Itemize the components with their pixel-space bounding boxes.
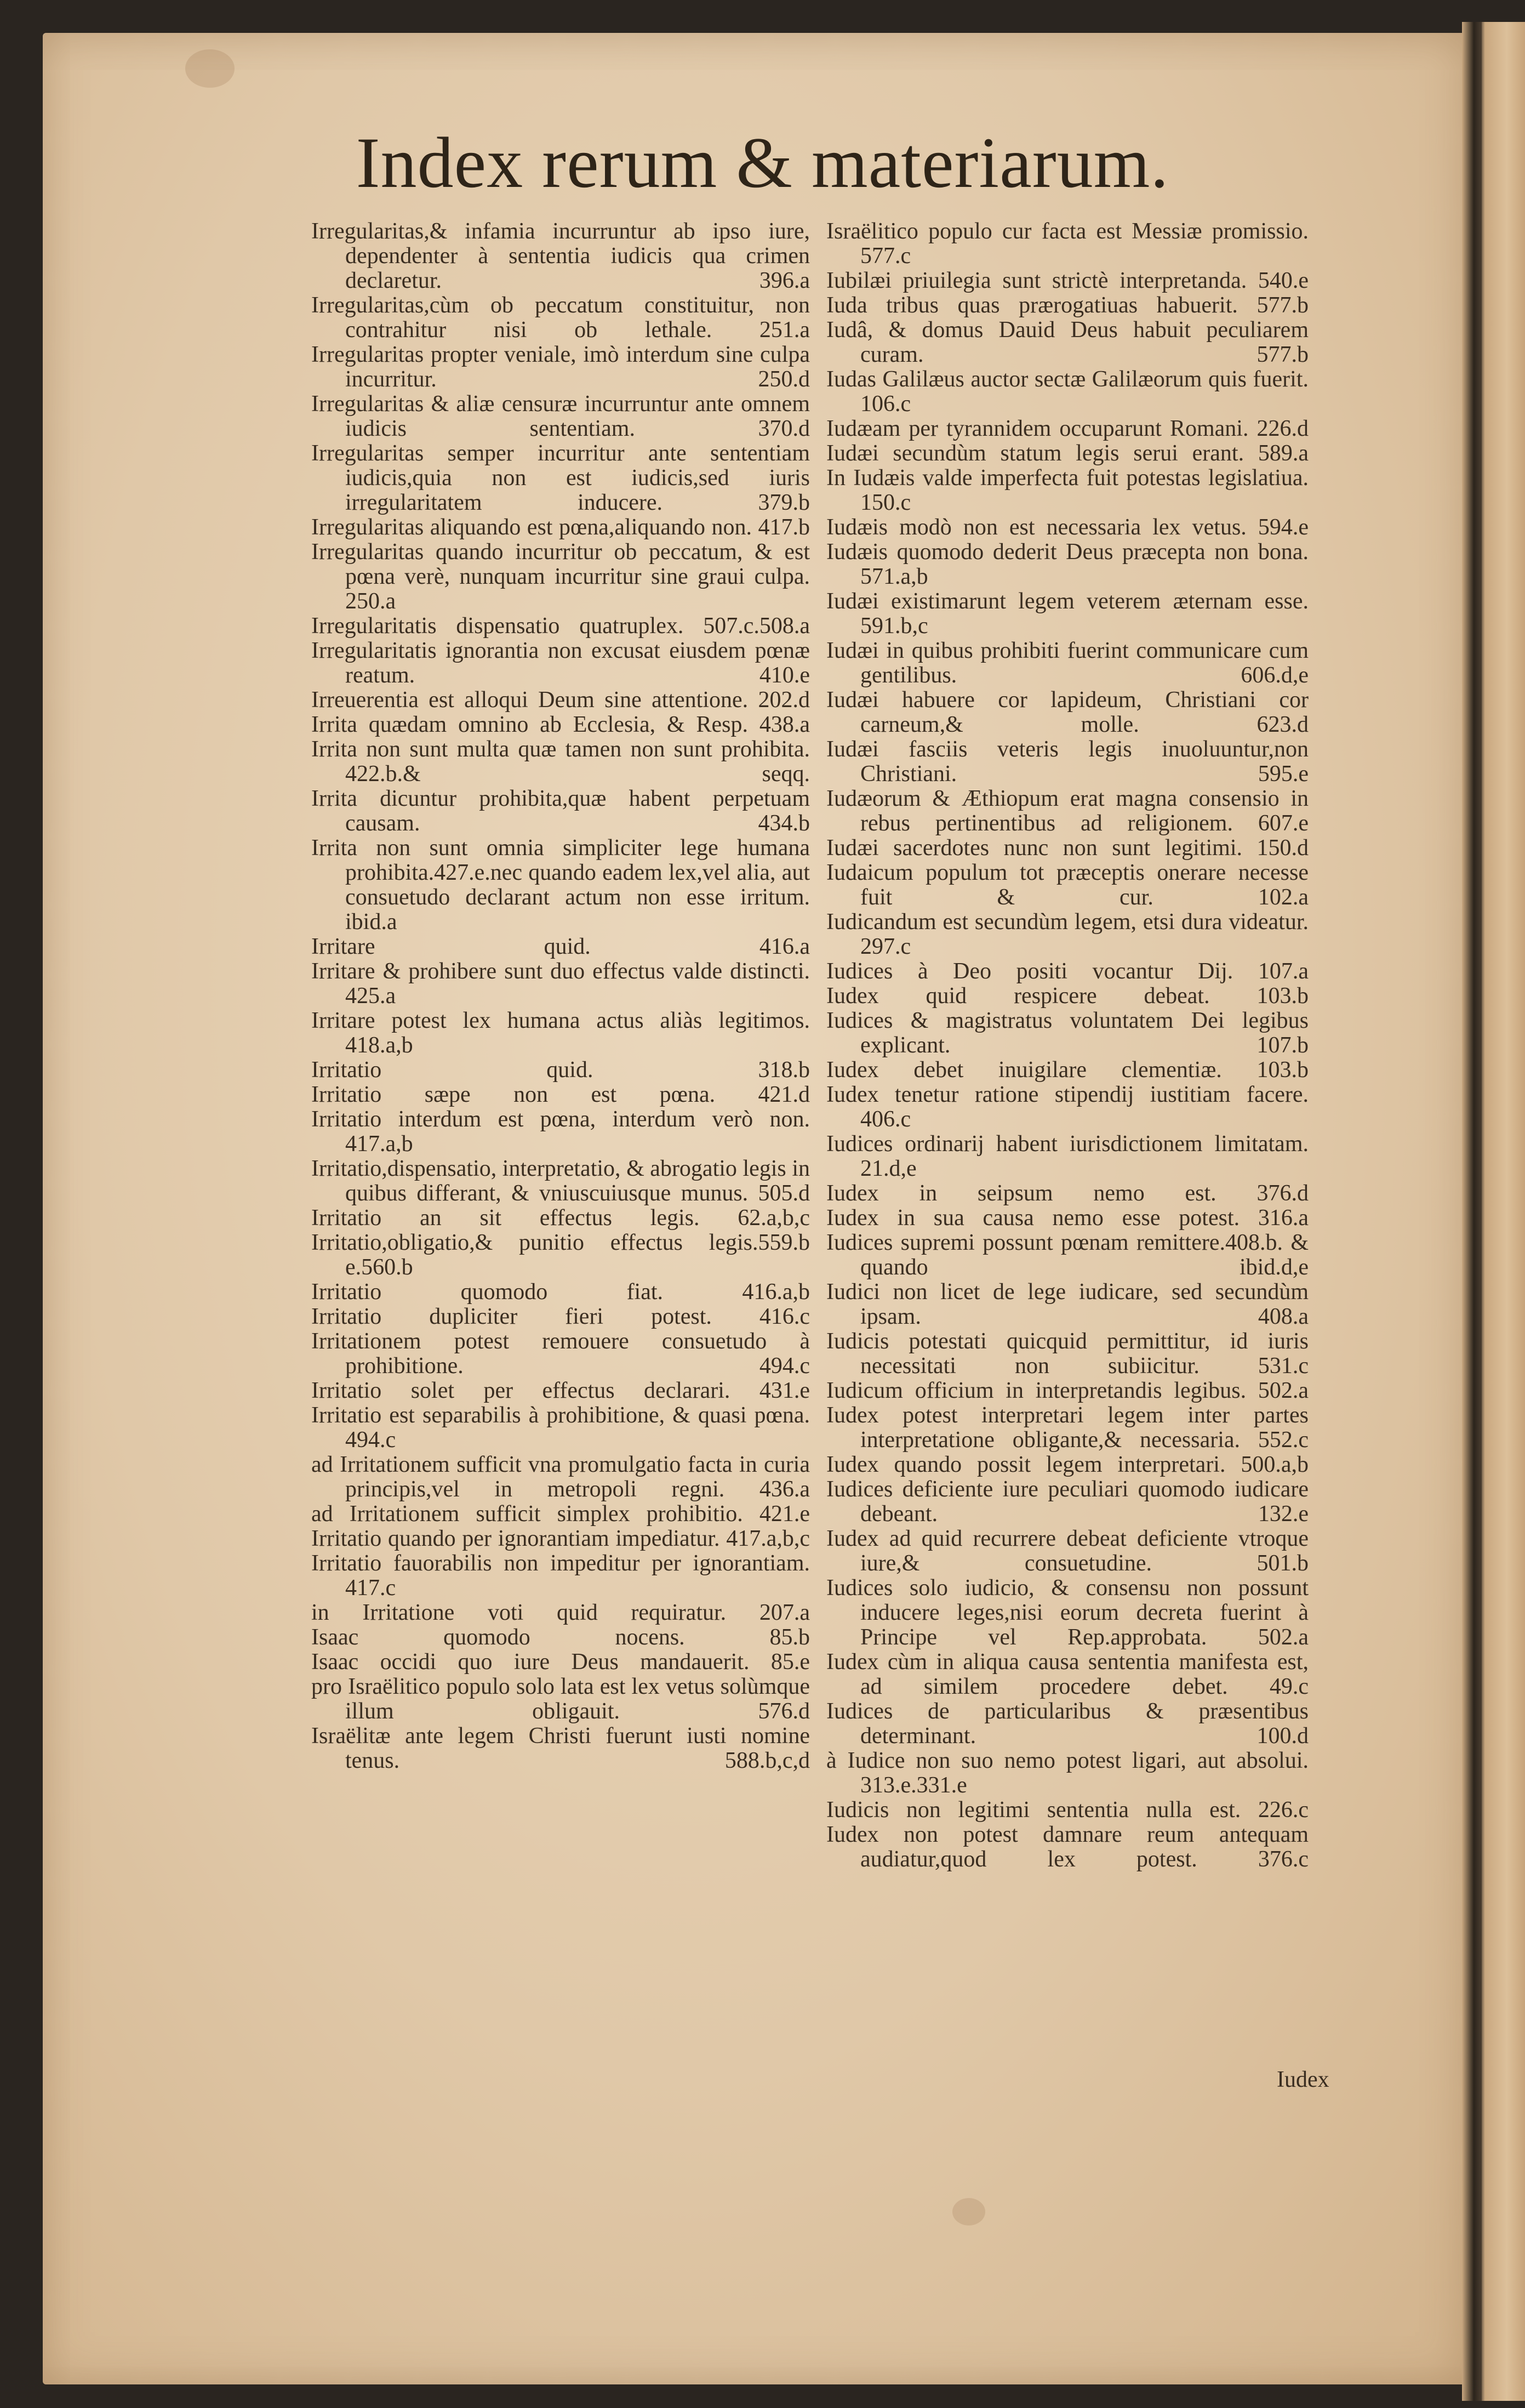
index-entry: Iudices supremi possunt pœnam remittere.408.b. & quando ibid.d,e [826,1230,1309,1280]
index-entry: Irrita dicuntur prohibita,quæ habent perpetuam causam. 434.b [311,786,810,836]
facing-page-edge [1480,22,1525,2401]
index-entry: Isaac occidi quo iure Deus mandauerit. 85.e [311,1649,810,1675]
index-entry: Iudex in seipsum nemo est. 376.d [826,1181,1309,1206]
index-entry: Iudæis quomodo dederit Deus præcepta non bona. 571.a,b [826,539,1309,589]
index-entry: Iudæi secundùm statum legis serui erant. 589.a [826,441,1309,466]
index-entry: Iudex quando possit legem interpretari. 500.a,b [826,1452,1309,1477]
index-entry: Irreuerentia est alloqui Deum sine attentione. 202.d [311,687,810,713]
index-entry: Irregularitas,& infamia incurruntur ab ipso iure, dependenter à sententia iudicis qua crimen declaretur. 396.a [311,219,810,293]
index-entry: Iudas Galilæus auctor sectæ Galilæorum quis fuerit. 106.c [826,367,1309,417]
index-entry: in Irritatione voti quid requiratur. 207.a [311,1600,810,1625]
index-entry: à Iudice non suo nemo potest ligari, aut absolui. 313.e.331.e [826,1748,1309,1798]
index-entry: Irritatio dupliciter fieri potest. 416.c [311,1304,810,1329]
index-entry: Irritare quid. 416.a [311,934,810,959]
index-entry: Iudicis potestati quicquid permittitur, id iuris necessitati non subiicitur. 531.c [826,1329,1309,1379]
index-entry: Irritatio sæpe non est pœna. 421.d [311,1082,810,1107]
index-entry: Iudæorum & Æthiopum erat magna consensio in rebus pertinentibus ad religionem. 607.e [826,786,1309,836]
index-entry: Iudex non potest damnare reum antequam audiatur,quod lex potest. 376.c [826,1822,1309,1872]
paper-stain [952,2198,985,2225]
index-entry: Iudicandum est secundùm legem, etsi dura videatur. 297.c [826,909,1309,959]
index-entry: Iudæi sacerdotes nunc non sunt legitimi. 150.d [826,835,1309,861]
index-entry: Irritatio quomodo fiat. 416.a,b [311,1279,810,1305]
index-entry: Irregularitas propter veniale, imò interdum sine culpa incurritur. 250.d [311,342,810,392]
index-entry: Iudex cùm in aliqua causa sententia manifesta est, ad similem procedere debet. 49.c [826,1649,1309,1699]
index-entry: Iudices à Deo positi vocantur Dij. 107.a [826,959,1309,984]
index-entry: Irritationem potest remouere consuetudo à prohibitione. 494.c [311,1329,810,1379]
page-title: Index rerum & materiarum. [356,122,1169,203]
index-entry: Irregularitas quando incurritur ob peccatum, & est pœna verè, nunquam incurritur sine graui culpa. 250.a [311,539,810,614]
index-entry: Irregularitas,cùm ob peccatum constituitur, non contrahitur nisi ob lethale. 251.a [311,293,810,343]
index-entry: Irritatio interdum est pœna, interdum verò non. 417.a,b [311,1107,810,1157]
index-entry: Iudex debet inuigilare clementiæ. 103.b [826,1057,1309,1083]
paper-stain [185,49,235,88]
index-entry: Irritatio quid. 318.b [311,1057,810,1083]
index-entry: ad Irritationem sufficit simplex prohibitio. 421.e [311,1501,810,1527]
index-entry: Iudæi in quibus prohibiti fuerint communicare cum gentilibus. 606.d,e [826,638,1309,688]
index-entry: Iudex tenetur ratione stipendij iustitiam facere. 406.c [826,1082,1309,1132]
index-entry: Iudex potest interpretari legem inter partes interpretatione obligante,& necessaria. 552.c [826,1403,1309,1453]
index-entry: Irrita quædam omnino ab Ecclesia, & Resp. 438.a [311,712,810,737]
index-entry: Israëlitico populo cur facta est Messiæ promissio. 577.c [826,219,1309,269]
index-entry: Irrita non sunt multa quæ tamen non sunt prohibita. 422.b.& seqq. [311,737,810,787]
index-entry: Irregularitas & aliæ censuræ incurruntur ante omnem iudicis sententiam. 370.d [311,391,810,441]
index-entry: Iudices & magistratus voluntatem Dei legibus explicant. 107.b [826,1008,1309,1058]
index-entry: Irregularitatis ignorantia non excusat eiusdem pœnæ reatum. 410.e [311,638,810,688]
index-entry: Iudæis modò non est necessaria lex vetus. 594.e [826,515,1309,540]
index-entry: Irregularitatis dispensatio quatruplex. 507.c.508.a [311,613,810,639]
index-entry: Iudex quid respicere debeat. 103.b [826,983,1309,1009]
index-entry: ad Irritationem sufficit vna promulgatio facta in curia principis,vel in metropoli regni. 436.a [311,1452,810,1502]
index-column-left [311,219,810,1773]
index-entry: Iudaicum populum tot præceptis onerare necesse fuit & cur. 102.a [826,860,1309,910]
index-entry: Iudicum officium in interpretandis legibus. 502.a [826,1378,1309,1403]
index-entry: Israëlitæ ante legem Christi fuerunt iusti nomine tenus. 588.b,c,d [311,1723,810,1773]
index-entry: Iudæi habuere cor lapideum, Christiani cor carneum,& molle. 623.d [826,687,1309,737]
index-entry: Irritatio,dispensatio, interpretatio, & abrogatio legis in quibus differant, & vniuscuiusque munus. 505.d [311,1156,810,1206]
index-entry: Irritare potest lex humana actus aliàs legitimos. 418.a,b [311,1008,810,1058]
index-entry: Irritatio fauorabilis non impeditur per ignorantiam. 417.c [311,1551,810,1601]
index-entry: Iudex ad quid recurrere debeat deficiente vtroque iure,& consuetudine. 501.b [826,1526,1309,1576]
index-entry: Isaac quomodo nocens. 85.b [311,1625,810,1650]
index-entry: Iudices deficiente iure peculiari quomodo iudicare debeant. 132.e [826,1477,1309,1527]
index-column-right [826,219,1309,1872]
index-entry: Irritare & prohibere sunt duo effectus valde distincti. 425.a [311,959,810,1009]
page-gutter [1462,22,1482,2401]
index-entry: Irregularitas aliquando est pœna,aliquando non. 417.b [311,515,810,540]
index-entry: Iudæi fasciis veteris legis inuoluuntur,non Christiani. 595.e [826,737,1309,787]
index-entry: Irritatio est separabilis à prohibitione, & quasi pœna. 494.c [311,1403,810,1453]
index-entry: Iudâ, & domus Dauid Deus habuit peculiarem curam. 577.b [826,317,1309,367]
index-entry: Iudices de particularibus & præsentibus determinant. 100.d [826,1699,1309,1749]
index-entry: Iudicis non legitimi sententia nulla est. 226.c [826,1797,1309,1823]
index-entry: Iudici non licet de lege iudicare, sed secundùm ipsam. 408.a [826,1279,1309,1329]
index-entry: Iubilæi priuilegia sunt strictè interpretanda. 540.e [826,268,1309,293]
index-entry: Iuda tribus quas prærogatiuas habuerit. 577.b [826,293,1309,318]
index-entry: Irritatio quando per ignorantiam impediatur. 417.a,b,c [311,1526,810,1551]
index-entry: Iudices ordinarij habent iurisdictionem limitatam. 21.d,e [826,1131,1309,1181]
index-entry: pro Israëlitico populo solo lata est lex vetus solùmque illum obligauit. 576.d [311,1674,810,1724]
index-entry: Irritatio,obligatio,& punitio effectus legis.559.b e.560.b [311,1230,810,1280]
index-entry: Irrita non sunt omnia simpliciter lege humana prohibita.427.e.nec quando eadem lex,vel alia, aut consuetudo declarant actum non esse irritum. ibid.a [311,835,810,935]
index-entry: Iudex in sua causa nemo esse potest. 316.a [826,1205,1309,1231]
index-entry: Irregularitas semper incurritur ante sententiam iudicis,quia non est iudicis,sed iuris irregularitatem inducere. 379.b [311,441,810,515]
catchword: Iudex [1277,2067,1329,2092]
index-entry: Iudæi existimarunt legem veterem æternam esse. 591.b,c [826,589,1309,639]
index-entry: Irritatio an sit effectus legis. 62.a,b,c [311,1205,810,1231]
index-entry: Iudæam per tyrannidem occuparunt Romani. 226.d [826,416,1309,441]
index-entry: Iudices solo iudicio, & consensu non possunt inducere leges,nisi eorum decreta fuerint à Principe vel Rep.approbata. 502.a [826,1575,1309,1650]
index-entry: Irritatio solet per effectus declarari. 431.e [311,1378,810,1403]
index-entry: In Iudæis valde imperfecta fuit potestas legislatiua. 150.c [826,465,1309,515]
